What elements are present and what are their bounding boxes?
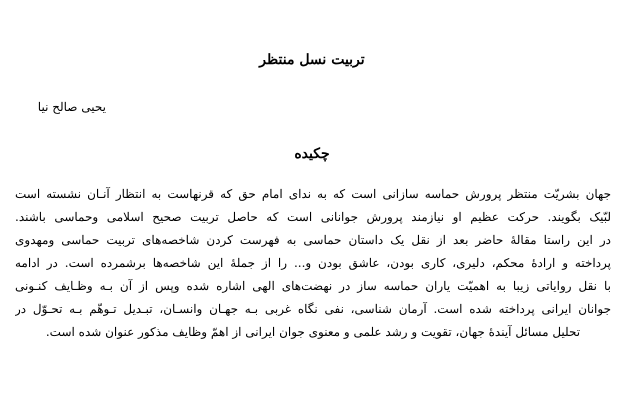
abstract-line: جوانان ایرانی پرداخته شده است. آرمان شناسی، نفی نگاه غربی بـه جهـان وانسـان، تبـدیل تـوهّم بـه تحـوّل در: [15, 302, 611, 316]
abstract-line: لبّیک بگویند. حرکت عظیم او نیازمند پرورش جوانانی است که حاصل تربیت صحیح اسلامی وحماسی باشند.: [15, 210, 611, 224]
abstract-line: در این راستا مقالۀ حاضر بعد از نقل یک داستان حماسی به فهرست کردن شاخصه‌های تربیت حماسی ومهدوی: [15, 233, 611, 247]
abstract-line: جهان بشریّت منتظر پرورش حماسه سازانی است که به ندای امام حق که قرنهاست به انتظار آنـان نشسته است: [15, 187, 611, 201]
abstract-line: با نقل روایاتی زیبا به اهمیّت یاران حماسه ساز در نهضت‌های الهی اشاره شده وپس از آن بـه وظـایف کنـونی: [15, 279, 611, 293]
abstract-heading: چکیده: [294, 146, 330, 162]
abstract-body: [15, 183, 611, 344]
abstract-line: پرداخته و ارادۀ محکم، دلیری، کاری بودن، عاشق بودن و... را از جملۀ این شاخصه‌ها برشمرده است. در ادامه: [15, 256, 611, 270]
document-title: تربیت نسل منتظر: [259, 52, 365, 68]
abstract-line: تحلیل مسائل آیندۀ جهان، تقویت و رشد علمی و معنوی جوان ایرانی از اهمّ وظایف مذکور عنوان شده است.: [45, 325, 581, 339]
author-name: یحیی صالح نیا: [37, 100, 106, 114]
